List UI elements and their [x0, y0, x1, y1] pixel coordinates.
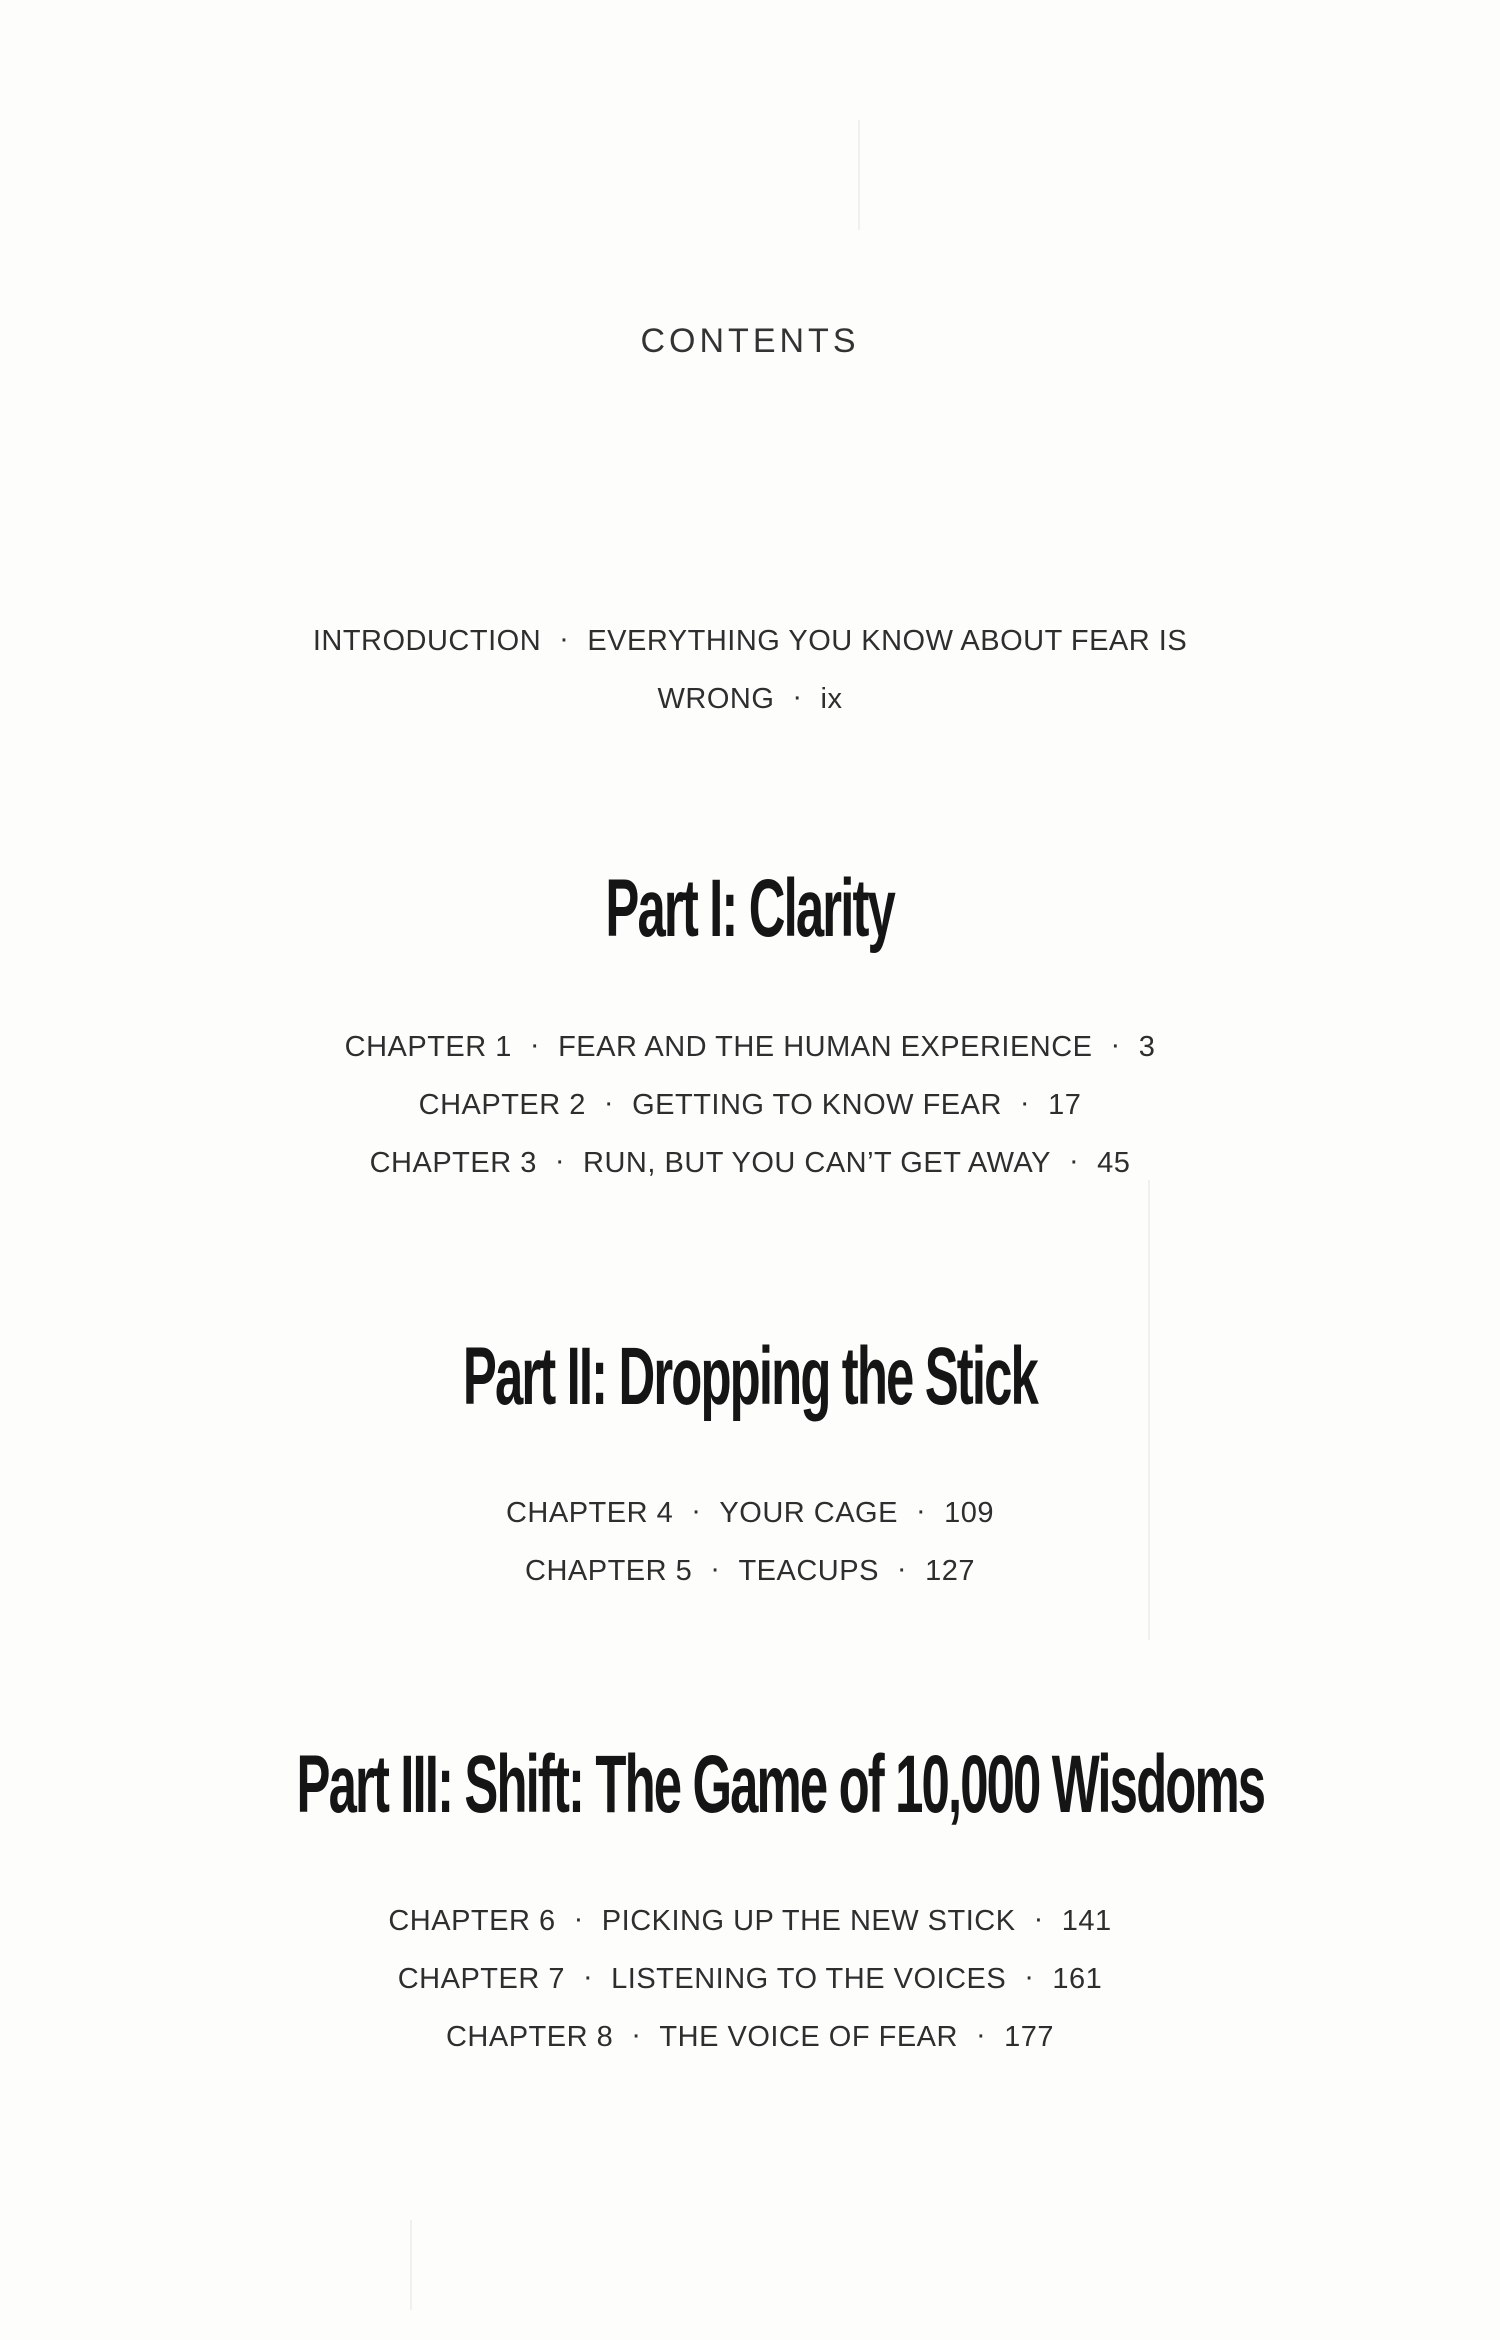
entry-label: CHAPTER 6	[388, 1905, 556, 1937]
separator-dot: ·	[1110, 1029, 1121, 1061]
toc-entry-chapter[interactable]	[0, 1134, 1500, 1192]
toc-entry-chapter[interactable]	[0, 1892, 1500, 1950]
entry-label: INTRODUCTION	[312, 625, 542, 657]
page-number: 45	[1097, 1147, 1131, 1179]
entry-label: CHAPTER 7	[397, 1963, 565, 1995]
page-number: 109	[944, 1497, 995, 1529]
entry-label: CHAPTER 1	[344, 1031, 512, 1063]
part-heading: Part I: Clarity	[605, 863, 895, 954]
separator-dot: ·	[554, 1145, 566, 1177]
scan-artifact	[858, 120, 860, 230]
separator-dot: ·	[792, 681, 803, 713]
separator-dot: ·	[582, 1961, 594, 1993]
entry-label: CHAPTER 4	[505, 1497, 674, 1529]
toc-entry-chapter[interactable]	[0, 1542, 1500, 1600]
entry-title: FEAR AND THE HUMAN EXPERIENCE	[558, 1031, 1093, 1063]
toc-entry-chapter[interactable]	[0, 2008, 1500, 2066]
part-heading: Part II: Dropping the Stick	[462, 1331, 1038, 1422]
separator-dot: ·	[1033, 1903, 1044, 1935]
page-number: 161	[1052, 1963, 1103, 1995]
page-number: 127	[925, 1555, 975, 1587]
entry-title: THE VOICE OF FEAR	[659, 2021, 958, 2053]
separator-dot: ·	[1019, 1087, 1031, 1119]
scan-artifact	[410, 2220, 412, 2310]
entry-title: GETTING TO KNOW FEAR	[632, 1089, 1002, 1121]
toc-entry-chapter[interactable]	[0, 1950, 1500, 2008]
page-number: 177	[1004, 2021, 1055, 2053]
page-number: 3	[1138, 1031, 1156, 1063]
separator-dot: ·	[710, 1553, 721, 1585]
toc-entry-introduction-continued[interactable]	[0, 670, 1500, 728]
contents-title: CONTENTS	[640, 322, 860, 360]
entry-title: PICKING UP THE NEW STICK	[601, 1905, 1016, 1937]
toc-entry-chapter[interactable]	[0, 1018, 1500, 1076]
part-heading: Part III: Shift: The Game of 10,000 Wisdoms	[296, 1739, 1265, 1830]
entry-title: LISTENING TO THE VOICES	[611, 1963, 1007, 1995]
entry-title: WRONG	[657, 683, 775, 715]
toc-entry-introduction[interactable]	[0, 612, 1500, 670]
separator-dot: ·	[691, 1495, 702, 1527]
separator-dot: ·	[603, 1087, 615, 1119]
entry-label: CHAPTER 3	[369, 1147, 537, 1179]
separator-dot: ·	[1024, 1961, 1035, 1993]
toc-entry-chapter[interactable]	[0, 1076, 1500, 1134]
entry-title: RUN, BUT YOU CAN’T GET AWAY	[583, 1147, 1051, 1179]
separator-dot: ·	[975, 2019, 987, 2051]
entry-label: CHAPTER 2	[418, 1089, 586, 1121]
separator-dot: ·	[559, 623, 570, 655]
entry-label: CHAPTER 8	[445, 2021, 614, 2053]
page-number: ix	[820, 683, 843, 715]
page-number: 141	[1061, 1905, 1112, 1937]
entry-title: TEACUPS	[738, 1555, 879, 1587]
separator-dot: ·	[1068, 1145, 1080, 1177]
separator-dot: ·	[915, 1495, 927, 1527]
separator-dot: ·	[896, 1553, 908, 1585]
entry-label: CHAPTER 5	[525, 1555, 693, 1587]
entry-title: YOUR CAGE	[719, 1497, 898, 1529]
page-number: 17	[1048, 1089, 1082, 1121]
toc-entry-chapter[interactable]	[0, 1484, 1500, 1542]
separator-dot: ·	[529, 1029, 541, 1061]
entry-title: EVERYTHING YOU KNOW ABOUT FEAR IS	[587, 625, 1188, 657]
separator-dot: ·	[631, 2019, 642, 2051]
separator-dot: ·	[573, 1903, 584, 1935]
